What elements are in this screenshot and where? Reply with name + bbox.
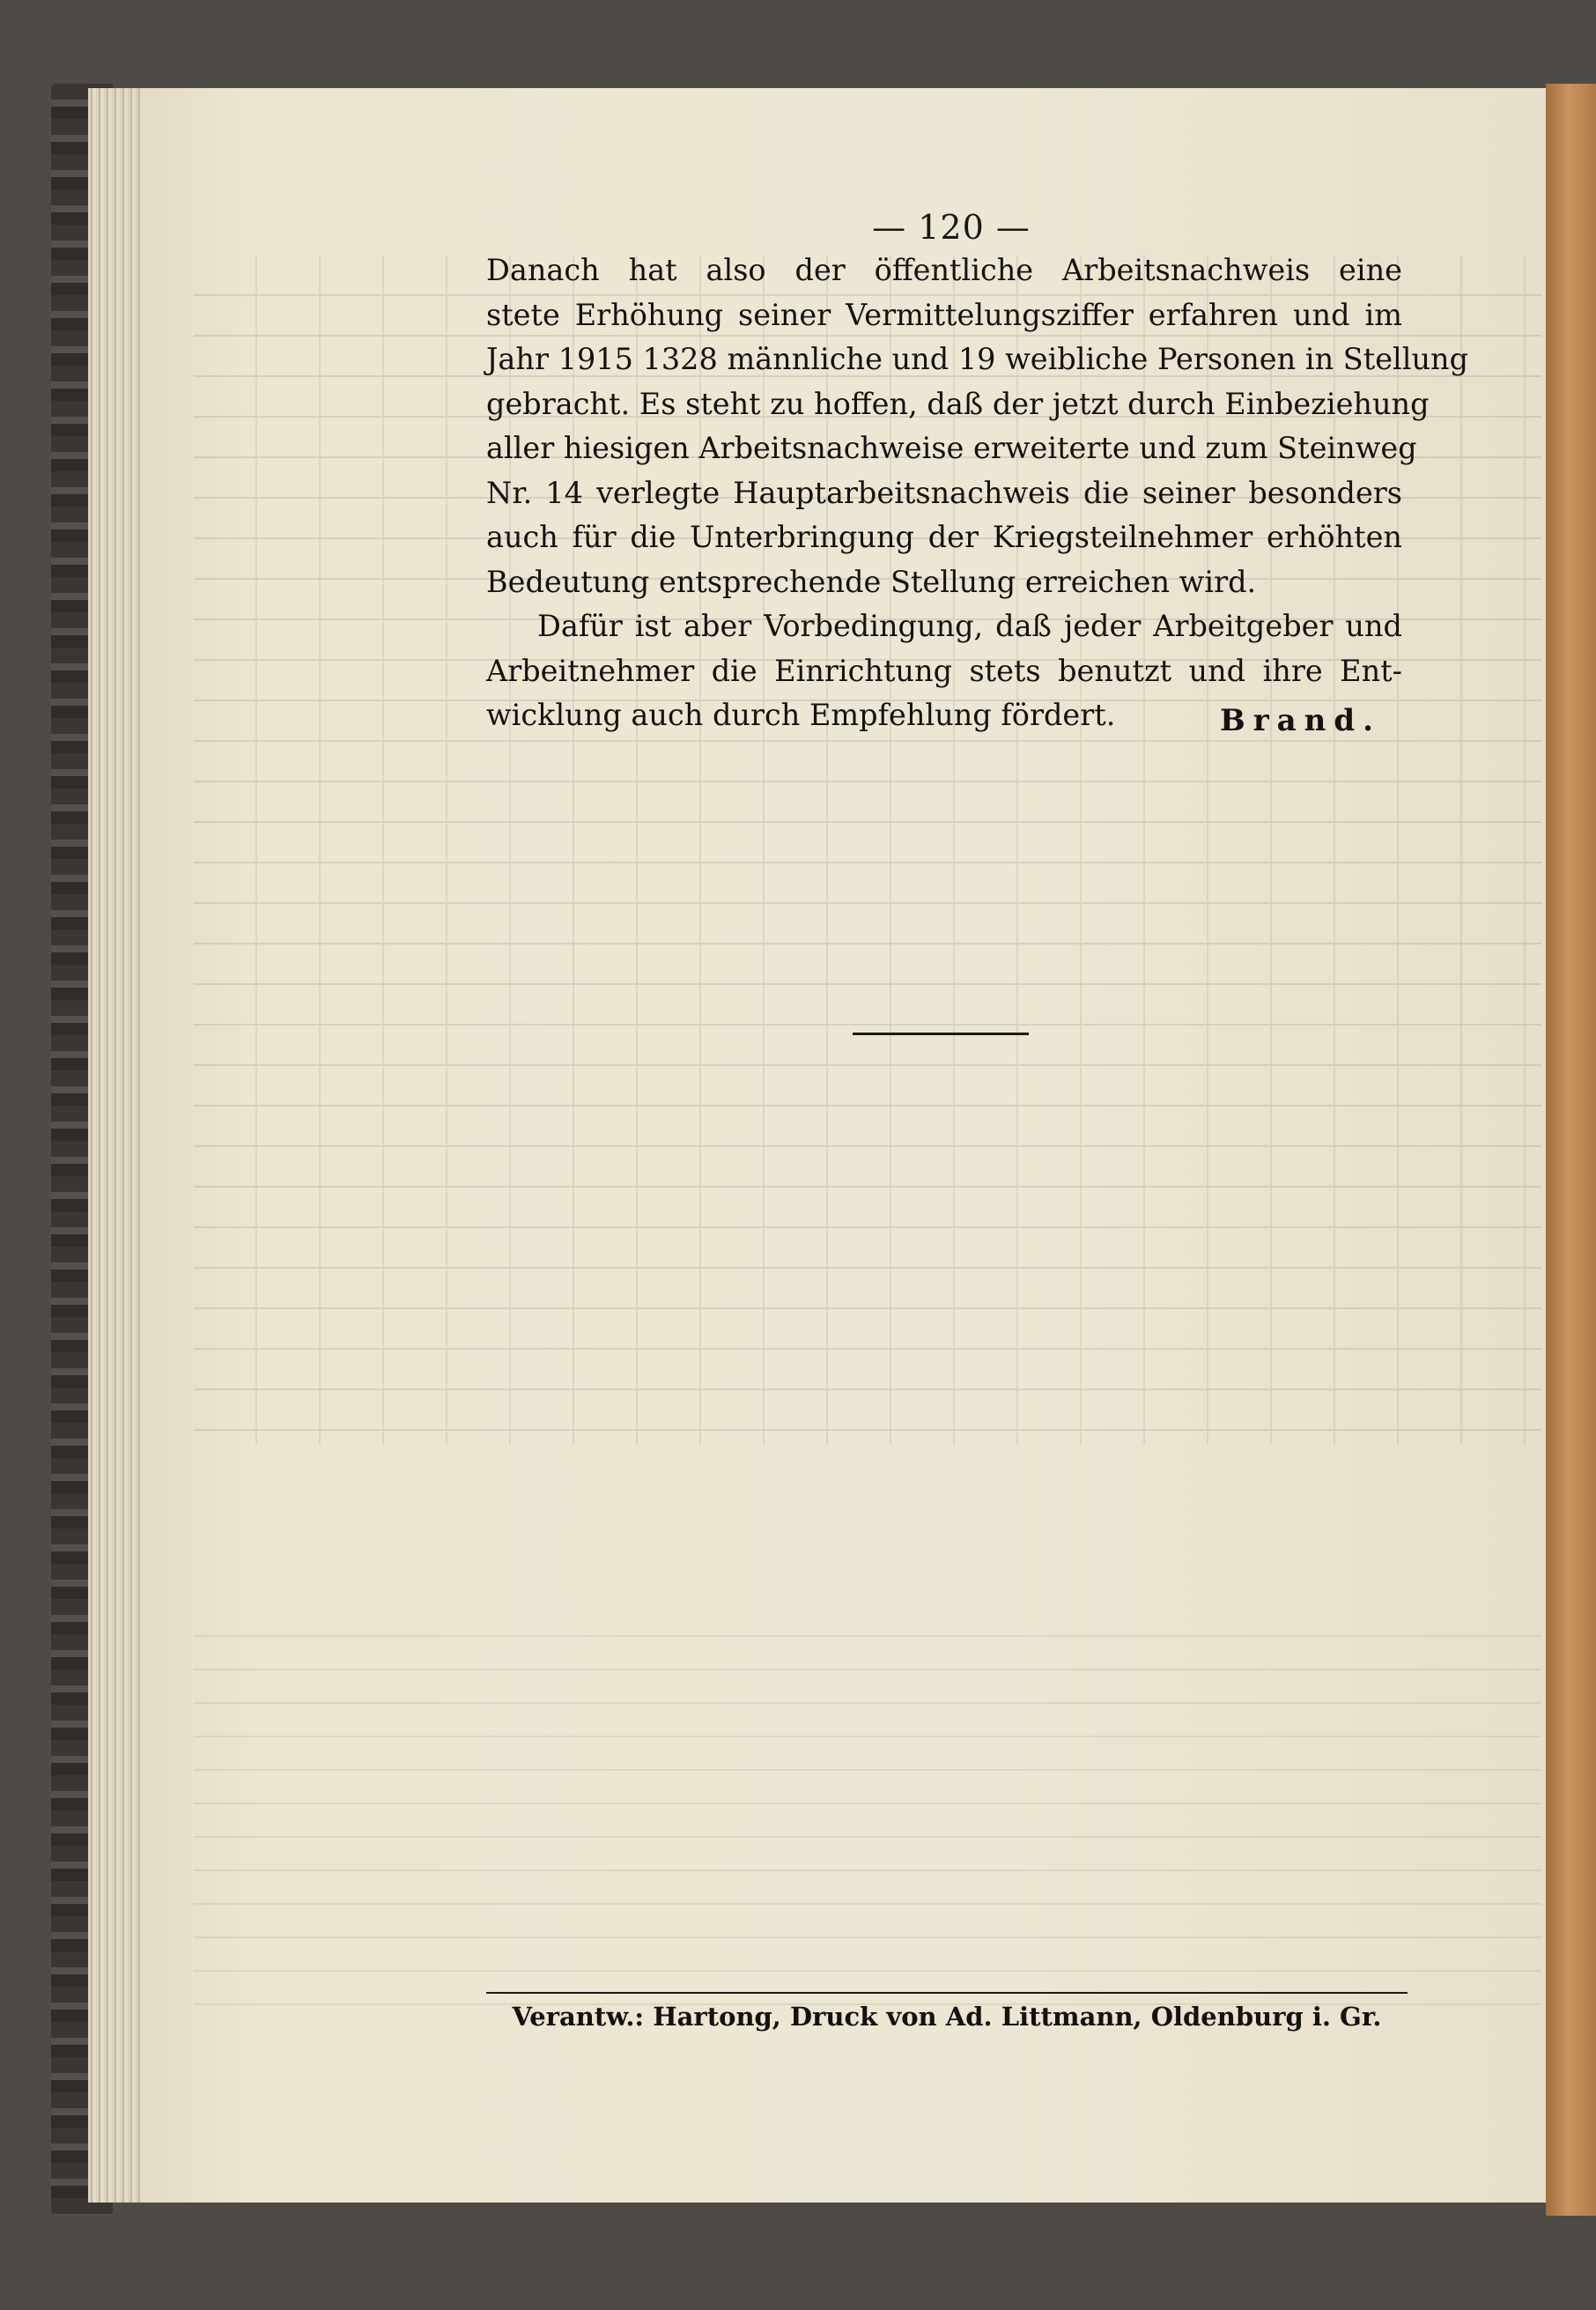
text-line: aller hiesigen Arbeitsnachweise erweiterte und zum Steinweg [486, 431, 1417, 465]
text-line: stete Erhöhung seiner Vermittelungsziffer erfahren und im [486, 297, 1402, 332]
signature: Brand. [1220, 703, 1382, 738]
text-line: Arbeitnehmer die Einrichtung stets benutzt und ihre Ent- [486, 653, 1402, 688]
text-line: Bedeutung entsprechende Stellung erreichen wird. [486, 564, 1257, 599]
imprint-footer: Verantw.: Hartong, Druck von Ad. Littmann, Oldenburg i. Gr. [512, 2002, 1382, 2032]
paragraph-1 [486, 248, 1469, 604]
text-line: gebracht. Es steht zu hoffen, daß der jetzt durch Einbeziehung [486, 386, 1430, 421]
divider-rule [853, 1033, 1029, 1035]
footer-rule [486, 1992, 1408, 1994]
text-line: Nr. 14 verlegte Hauptarbeitsnachweis die seiner besonders [486, 475, 1402, 510]
text-line: Danach hat also der öffentliche Arbeitsnachweis eine [486, 253, 1402, 287]
show-through-table-lower [194, 1603, 1541, 2018]
book-cover-edge [1546, 84, 1596, 2216]
page-number: — 120 — [872, 208, 1031, 247]
text-line: Jahr 1915 1328 männliche und 19 weibliche Personen in Stellung [486, 342, 1469, 376]
text-line: Dafür ist aber Vorbedingung, daß jeder Arbeitgeber und [537, 609, 1402, 643]
text-line: wicklung auch durch Empfehlung fördert. [486, 698, 1116, 732]
text-line: auch für die Unterbringung der Kriegsteilnehmer erhöhten [486, 520, 1402, 554]
body-text [486, 248, 1469, 738]
